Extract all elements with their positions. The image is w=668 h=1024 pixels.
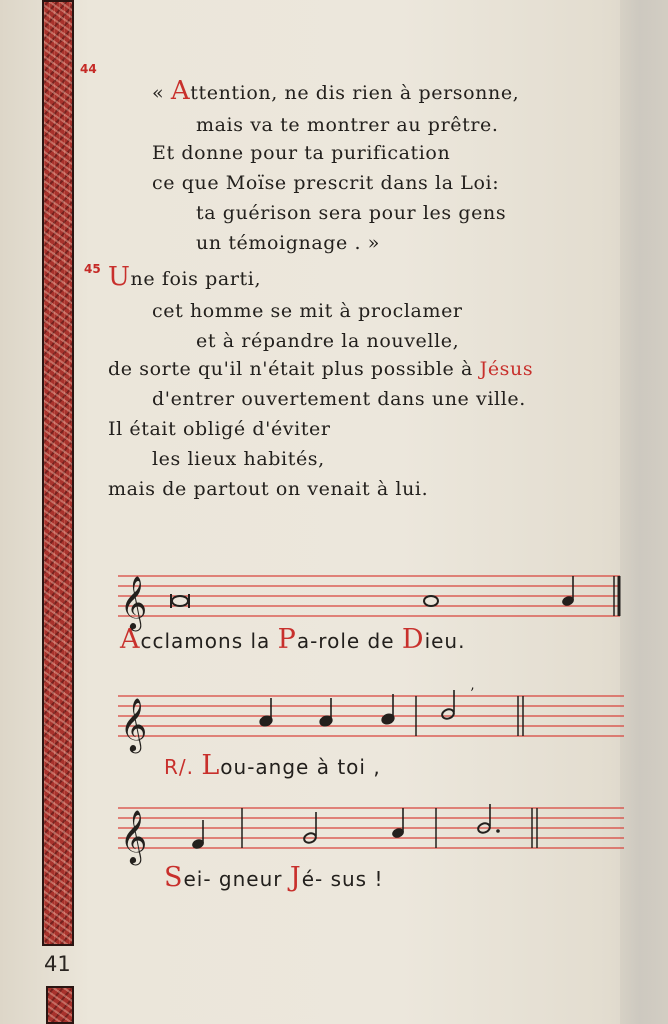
verse-45-line-1 <box>108 262 261 292</box>
illuminated-border-bottom <box>46 986 74 1024</box>
verse-45-line-5: d'entrer ouvertement dans une ville. <box>152 388 526 410</box>
treble-clef-icon: 𝄞 <box>120 809 148 863</box>
lyric-cap: D <box>401 624 425 655</box>
quarter-note <box>561 576 575 607</box>
drop-cap: A <box>170 76 191 106</box>
quarter-note <box>391 808 405 839</box>
verse-44-line-6: un témoignage . » <box>196 232 381 254</box>
lyric-cap: P <box>277 624 297 655</box>
staff-1 <box>118 568 628 632</box>
verse-45-line-3: et à répandre la nouvelle, <box>196 330 460 352</box>
staff-2 <box>118 684 628 756</box>
page-number: 41 <box>44 952 71 976</box>
quarter-notes <box>259 694 395 727</box>
verse-number-45: 45 <box>84 262 101 276</box>
lyric-cap: J <box>289 862 302 893</box>
lyric-cap: A <box>120 624 141 655</box>
lyric-line-2 <box>164 750 381 781</box>
lyric-text: é- sus ! <box>301 867 384 891</box>
lyric-text: ieu. <box>424 629 466 653</box>
drop-cap: U <box>108 262 131 292</box>
line-text: ne fois parti, <box>130 268 262 290</box>
lyric-text: a-role de <box>296 629 402 653</box>
treble-clef-icon: 𝄞 <box>120 697 148 751</box>
line-text: ttention, ne dis rien à personne, <box>190 82 520 104</box>
treble-clef-icon: 𝄞 <box>120 575 148 629</box>
response-sign: R/. <box>164 755 202 779</box>
quote-open: « <box>152 82 171 104</box>
staff-3 <box>118 796 628 868</box>
lyric-text: cclamons la <box>140 629 278 653</box>
lyric-cap: S <box>164 862 184 893</box>
lyric-line-1 <box>120 624 465 655</box>
verse-45-line-6: Il était obligé d'éviter <box>108 418 331 440</box>
quarter-note <box>191 820 205 850</box>
verse-44-line-2: mais va te montrer au prêtre. <box>196 114 499 136</box>
verse-44-line-3: Et donne pour ta purification <box>152 142 451 164</box>
verse-45-line-8: mais de partout on venait à lui. <box>108 478 429 500</box>
verse-45-line-7: les lieux habités, <box>152 448 325 470</box>
lyric-text: ou-ange à toi , <box>220 755 381 779</box>
verse-44-line-5: ta guérison sera pour les gens <box>196 202 507 224</box>
facing-page-edge <box>620 0 668 1024</box>
jesus-rubric: Jésus <box>479 358 534 380</box>
verse-44-line-1 <box>152 76 519 106</box>
verse-45-line-2: cet homme se mit à proclamer <box>152 300 463 322</box>
whole-note <box>424 596 438 606</box>
verse-44-line-4: ce que Moïse prescrit dans la Loi: <box>152 172 500 194</box>
breath-mark: ’ <box>470 686 475 702</box>
lyric-line-3 <box>164 862 383 893</box>
illuminated-border <box>42 0 74 946</box>
verse-45-line-4 <box>108 358 533 380</box>
lyric-cap: L <box>201 750 221 781</box>
staff-lines <box>118 696 624 736</box>
verse-number-44: 44 <box>80 62 97 76</box>
line-text: de sorte qu'il n'était plus possible à <box>108 358 480 380</box>
staff-lines <box>118 576 620 616</box>
lyric-text: ei- gneur <box>183 867 290 891</box>
